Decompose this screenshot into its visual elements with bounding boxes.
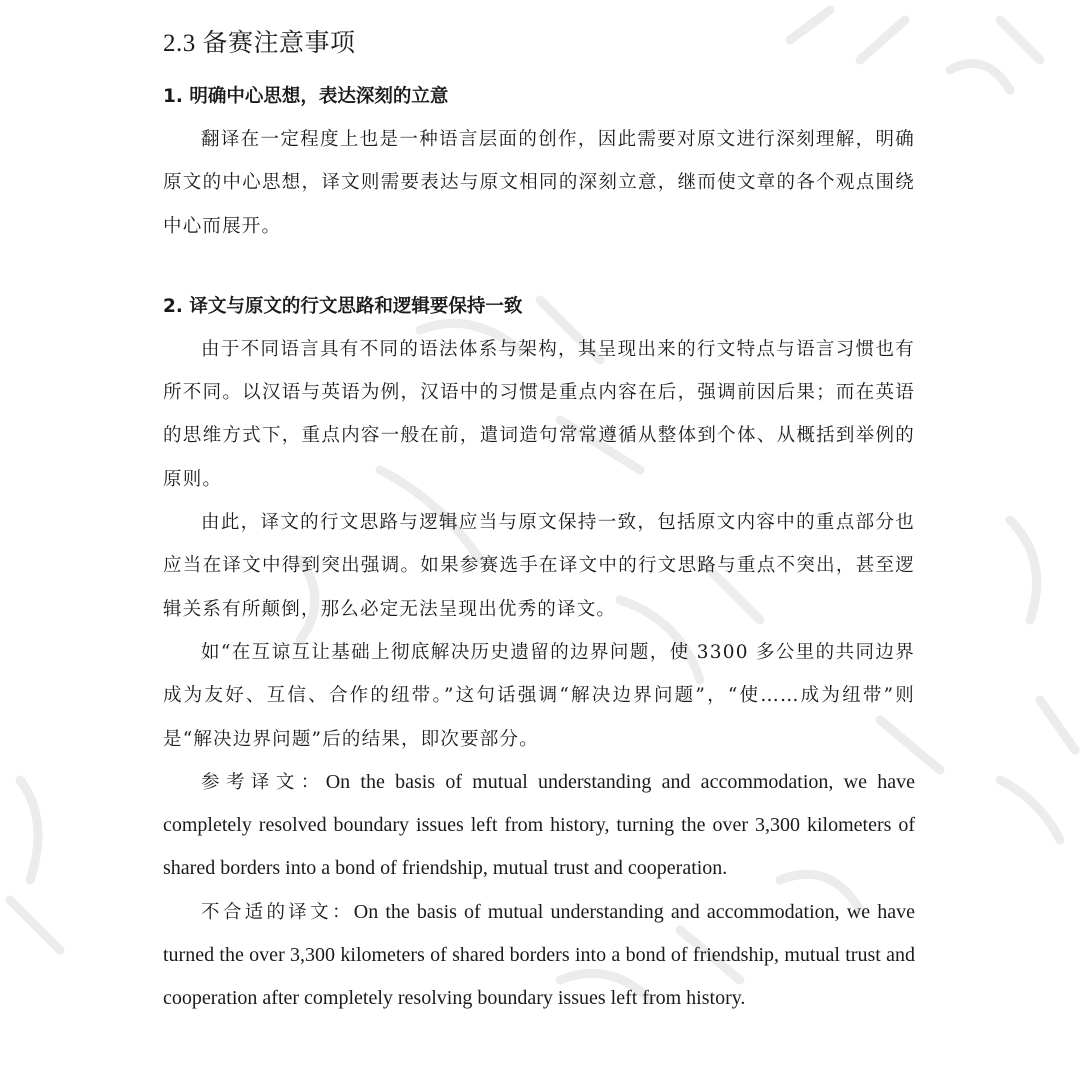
paragraph: 由于不同语言具有不同的语法体系与架构，其呈现出来的行文特点与语言习惯也有所不同。以汉语与英语为例，汉语中的习惯是重点内容在后，强调前因后果；而在英语的思维方式下，重点内容一般在前，遣词造句常常遵循从整体到个体、从概括到举例的原则。 bbox=[163, 338, 915, 490]
paragraph: 如“在互谅互让基础上彻底解决历史遗留的边界问题，使 3300 多公里的共同边界成为友好、互信、合作的纽带。”这句话强调“解决边界问题”，“使……成为纽带”则是“解决边界问题”后的结果，即次要部分。 bbox=[163, 641, 915, 750]
document-body bbox=[163, 22, 915, 1021]
paragraph: 由此，译文的行文思路与逻辑应当与原文保持一致，包括原文内容中的重点部分也应当在译文中得到突出强调。如果参赛选手在译文中的行文思路与重点不突出，甚至逻辑关系有所颠倒，那么必定无法呈现出优秀的译文。 bbox=[163, 512, 915, 620]
point-heading-2: 2. 译文与原文的行文思路和逻辑要保持一致 bbox=[163, 295, 523, 317]
reference-translation bbox=[163, 761, 915, 891]
reference-translation-text: On the basis of mutual understanding and accommodation, we have completely resolved boundary issues left from history, turning the over 3,300 kilometers of shared borders into a bond of friendship, mutual trust and cooperation. bbox=[163, 770, 915, 880]
section-title: 2.3 备赛注意事项 bbox=[163, 30, 356, 57]
paragraph: 翻译在一定程度上也是一种语言层面的创作，因此需要对原文进行深刻理解，明确原文的中心思想，译文则需要表达与原文相同的深刻立意，继而使文章的各个观点围绕中心而展开。 bbox=[163, 129, 915, 237]
unsuitable-translation-label: 不合适的译文： bbox=[201, 901, 354, 923]
unsuitable-translation bbox=[163, 891, 915, 1021]
point-heading-1: 1. 明确中心思想，表达深刻的立意 bbox=[163, 86, 449, 107]
unsuitable-translation-text: On the basis of mutual understanding and accommodation, we have turned the over 3,300 kilometers of shared borders into a bond of friendship, mutual trust and cooperation after completely resolving boundary issues left from history. bbox=[163, 900, 915, 1010]
reference-translation-label: 参考译文： bbox=[201, 771, 326, 793]
